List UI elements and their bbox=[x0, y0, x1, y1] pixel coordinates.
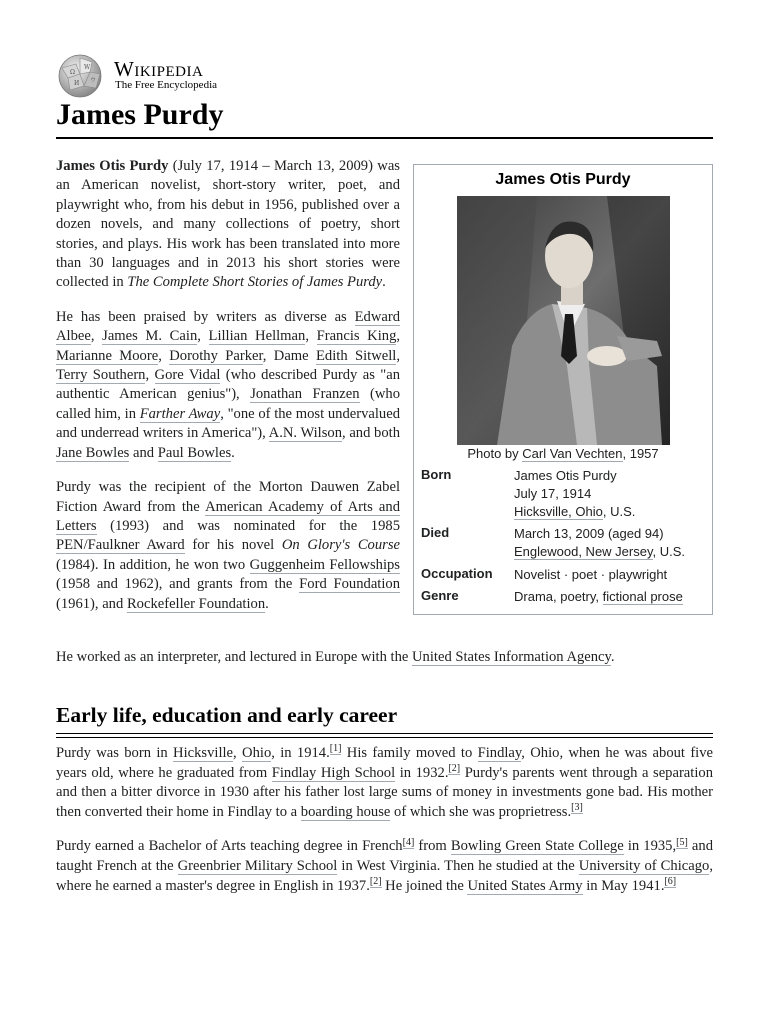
svg-text:ウ: ウ bbox=[90, 77, 97, 84]
link-gore-vidal[interactable]: Gore Vidal bbox=[154, 367, 221, 384]
link-edward-albee[interactable]: Edward Albee bbox=[56, 308, 400, 345]
link-hicksville-ohio[interactable]: Hicksville, Ohio bbox=[514, 504, 603, 519]
early-life-paragraph-2: Purdy earned a Bachelor of Arts teaching degree in French[4] from Bowling Green State College in 1935,[5] and taught French at the Greenbrier Military School in West Virginia. Then he studied at the University of Chicago, where he earned a master's degree in English in 1937.[2] He joined the United States Army in May 1941.[6] bbox=[56, 836, 713, 894]
heading-divider bbox=[56, 737, 713, 738]
svg-text:И: И bbox=[74, 80, 80, 87]
link-jane-bowles[interactable]: Jane Bowles bbox=[56, 444, 130, 461]
link-edith-sitwell[interactable]: Edith Sitwell bbox=[316, 347, 397, 364]
link-findlay[interactable]: Findlay bbox=[477, 745, 522, 761]
link-findlay-high-school[interactable]: Findlay High School bbox=[271, 764, 396, 781]
link-us-army[interactable]: United States Army bbox=[467, 877, 583, 894]
subject-name: James Otis Purdy bbox=[56, 158, 169, 174]
born-label: Born bbox=[421, 467, 452, 482]
link-an-wilson[interactable]: A.N. Wilson bbox=[268, 425, 343, 442]
citation-2[interactable]: [2] bbox=[448, 762, 461, 774]
occupation-label: Occupation bbox=[421, 566, 493, 581]
citation-1[interactable]: [1] bbox=[329, 743, 342, 755]
link-jonathan-franzen[interactable]: Jonathan Franzen bbox=[250, 386, 360, 403]
paragraph-usia: He worked as an interpreter, and lectured in Europe with the United States Information Agency. bbox=[56, 649, 615, 665]
link-francis-king[interactable]: Francis King bbox=[316, 328, 397, 345]
book-title: The Complete Short Stories of James Purdy bbox=[127, 274, 383, 291]
link-bowling-green[interactable]: Bowling Green State College bbox=[450, 838, 624, 855]
link-pen-faulkner[interactable]: PEN/Faulkner Award bbox=[56, 537, 185, 554]
citation-2b[interactable]: [2] bbox=[369, 875, 382, 887]
intro-paragraph-2: He has been praised by writers as diverse as Edward Albee, James M. Cain, Lillian Hellman, Francis King, Marianne Moore, Dorothy Parker, Dame Edith Sitwell, Terry Southern, Gore Vidal (who described Purdy as "an authentic American genius"), Jonathan Franzen (who called him, in Farther Away, "one of the most undervalued and underread writers in America"), A.N. Wilson, and both Jane Bowles and Paul Bowles. bbox=[56, 308, 401, 461]
link-marianne-moore[interactable]: Marianne Moore bbox=[56, 347, 159, 364]
link-boarding-house[interactable]: boarding house bbox=[300, 803, 391, 820]
occupation-value: Novelist · poet · playwright bbox=[514, 567, 668, 582]
link-american-academy[interactable]: American Academy of Arts and Letters bbox=[56, 498, 401, 534]
died-value: March 13, 2009 (aged 94) Englewood, New Jersey, U.S. bbox=[514, 526, 686, 559]
infobox bbox=[413, 164, 713, 615]
intro-paragraph-1: James Otis Purdy (July 17, 1914 – March 13, 2009) was an American novelist, short-story writer, poet, and playwright who, from his debut in 1956, published over a dozen novels, and many collections of poetry, short stories, and plays. His work has been translated into more than 30 languages and in 2013 his short stories were collected in The Complete Short Stories of James Purdy. bbox=[56, 158, 400, 291]
page-title: James Purdy bbox=[56, 97, 713, 139]
link-paul-bowles[interactable]: Paul Bowles bbox=[157, 444, 232, 461]
link-terry-southern[interactable]: Terry Southern bbox=[56, 367, 146, 384]
link-carl-van-vechten[interactable]: Carl Van Vechten bbox=[522, 446, 623, 461]
link-dorothy-parker[interactable]: Dorothy Parker bbox=[169, 347, 263, 364]
svg-text:W: W bbox=[84, 64, 91, 71]
section-early-life bbox=[56, 744, 713, 911]
wikipedia-globe-icon[interactable] bbox=[56, 54, 104, 98]
intro-section bbox=[56, 157, 400, 629]
photo-caption: Photo by Carl Van Vechten, 1957 bbox=[467, 446, 659, 461]
genre-value: Drama, poetry, fictional prose bbox=[514, 589, 683, 604]
link-englewood-nj[interactable]: Englewood, New Jersey bbox=[514, 544, 653, 559]
novel-title: On Glory's Course bbox=[281, 537, 400, 554]
died-label: Died bbox=[421, 525, 450, 540]
intro-paragraph-3: Purdy was the recipient of the Morton Dauwen Zabel Fiction Award from the American Academy of Arts and Letters (1993) and was nominated for the 1985 PEN/Faulkner Award for his novel On Glory's Course (1984). In addition, he won two Guggenheim Fellowships (1958 and 1962), and grants from the Ford Foundation (1961), and Rockefeller Foundation. bbox=[56, 479, 401, 612]
link-fictional-prose[interactable]: fictional prose bbox=[602, 589, 683, 604]
genre-label: Genre bbox=[421, 588, 459, 603]
link-usia[interactable]: United States Information Agency bbox=[412, 649, 611, 665]
wikipedia-wordmark[interactable]: Wikipedia bbox=[114, 57, 204, 81]
link-james-m-cain[interactable]: James M. Cain bbox=[102, 328, 198, 345]
link-university-of-chicago[interactable]: University of Chicago bbox=[578, 857, 710, 874]
portrait-photo[interactable] bbox=[457, 196, 670, 445]
wikipedia-tagline: The Free Encyclopedia bbox=[115, 79, 218, 91]
link-ohio[interactable]: Ohio bbox=[242, 745, 272, 761]
citation-5[interactable]: [5] bbox=[676, 836, 688, 848]
citation-3[interactable]: [3] bbox=[571, 801, 583, 813]
link-ford-foundation[interactable]: Ford Foundation bbox=[299, 576, 400, 593]
link-farther-away[interactable]: Farther Away bbox=[139, 405, 221, 422]
link-guggenheim[interactable]: Guggenheim Fellowships bbox=[249, 556, 400, 573]
wikipedia-header bbox=[56, 54, 356, 94]
link-rockefeller-foundation[interactable]: Rockefeller Foundation bbox=[126, 595, 266, 612]
citation-4[interactable]: [4] bbox=[402, 836, 415, 848]
link-lillian-hellman[interactable]: Lillian Hellman bbox=[208, 328, 306, 345]
born-value: James Otis Purdy July 17, 1914 Hicksville, Ohio, U.S. bbox=[514, 468, 636, 519]
citation-6[interactable]: [6] bbox=[664, 875, 677, 887]
svg-text:Ω: Ω bbox=[70, 69, 75, 76]
infobox-title: James Otis Purdy bbox=[495, 171, 631, 188]
link-hicksville[interactable]: Hicksville bbox=[173, 745, 234, 761]
early-life-paragraph-1: Purdy was born in Hicksville, Ohio, in 1914.[1] His family moved to Findlay, Ohio, when he was about five years old, where he graduated from Findlay High School in 1932.[2] Purdy's parents went through a separation and then a bitter divorce in 1930 after his father lost large sums of money in investments gone bad. His mother then converted their home in Findlay to a boarding house of which she was proprietress.[3] bbox=[56, 743, 714, 820]
section-heading-early-life: Early life, education and early career bbox=[56, 701, 713, 734]
link-greenbrier[interactable]: Greenbrier Military School bbox=[177, 857, 338, 874]
